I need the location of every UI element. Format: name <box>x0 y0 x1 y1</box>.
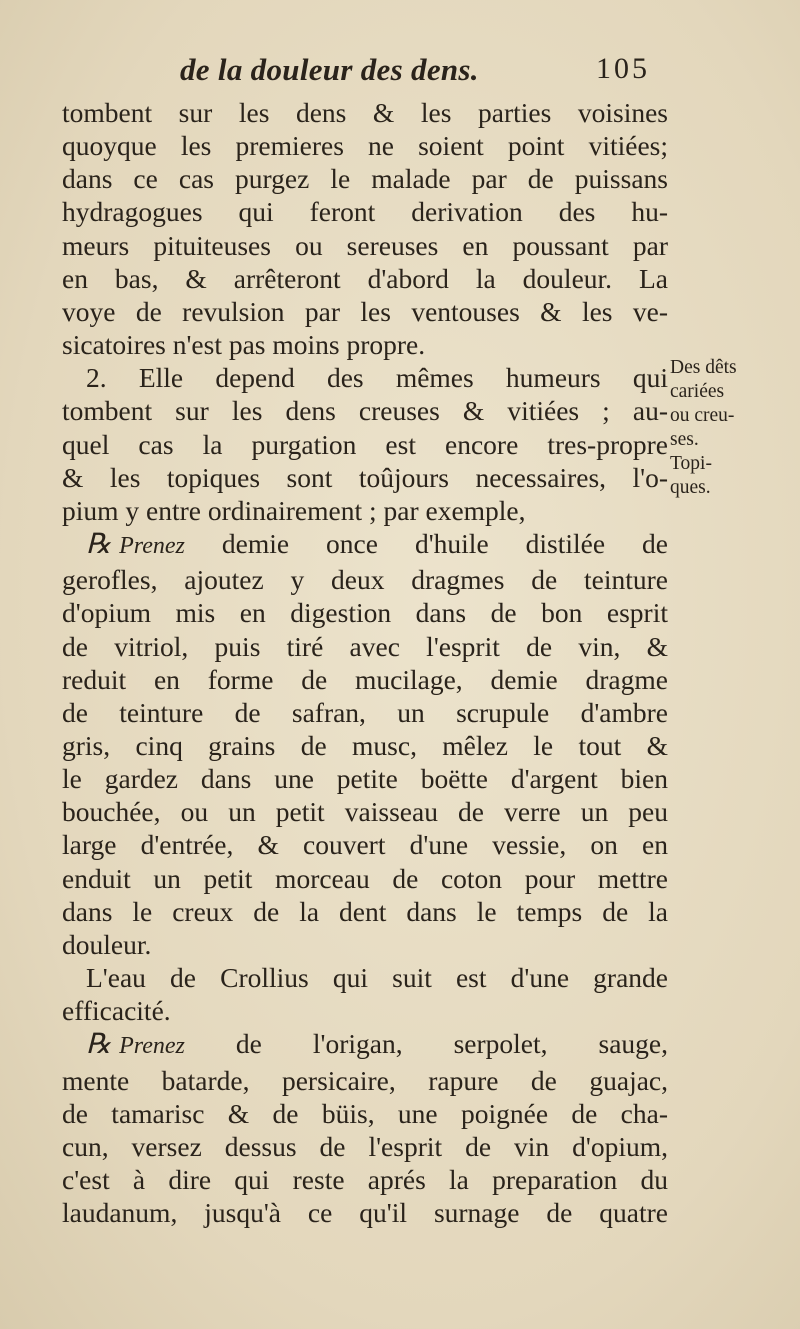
text-line: de tamarisc & de büis, une poignée de cha- <box>62 1097 668 1129</box>
recipe-symbol: ℞ <box>86 1029 112 1061</box>
margin-notes <box>670 356 788 500</box>
text-line: de vitriol, puis tiré avec l'esprit de vin, & <box>62 630 668 662</box>
text-line: 2. Elle depend des mêmes humeurs qui <box>86 362 668 394</box>
text-line: dans ce cas purgez le malade par de puissans <box>62 163 668 195</box>
text-line: L'eau de Crollius qui suit est d'une grande <box>86 962 668 994</box>
text-line: laudanum, jusqu'à ce qu'il surnage de quatre <box>62 1197 668 1229</box>
text-line: d'opium mis en digestion dans de bon esprit <box>62 597 668 629</box>
text-line: de l'origan, serpolet, sauge, <box>235 1028 668 1060</box>
recipe-line <box>62 527 668 563</box>
text-line: reduit en forme de mucilage, demie dragme <box>62 663 668 695</box>
text-line: bouchée, ou un petit vaisseau de verre un peu <box>62 796 668 828</box>
margin-note-line: ses. <box>670 429 699 450</box>
text-line: de teinture de safran, un scrupule d'ambre <box>62 696 668 728</box>
recipe-word: Prenez <box>119 1033 185 1060</box>
margin-note-line: cariées <box>670 381 725 402</box>
page-number: 105 <box>596 52 650 85</box>
text-line: tombent sur les dens & les parties voisines <box>62 97 668 128</box>
text-line: large d'entrée, & couvert d'une vessie, on en <box>62 829 668 861</box>
running-head: de la douleur des dens. <box>180 52 479 87</box>
text-line: efficacité. <box>62 995 171 1027</box>
text-line: en bas, & arrêteront d'abord la douleur. La <box>62 262 668 294</box>
text-line: voye de revulsion par les ventouses & les ve- <box>62 295 668 327</box>
text-line: gris, cinq grains de musc, mêlez le tout & <box>62 729 668 761</box>
main-text <box>62 96 668 1229</box>
recipe-word: Prenez <box>119 533 185 560</box>
text-line: pium y entre ordinairement ; par exemple, <box>62 494 526 526</box>
margin-note-line: ou creu- <box>670 405 735 426</box>
page-header <box>180 52 650 92</box>
text-line: mente batarde, persicaire, rapure de guajac, <box>62 1064 668 1096</box>
text-line: sicatoires n'est pas moins propre. <box>62 329 426 361</box>
text-line: c'est à dire qui reste aprés la preparation du <box>62 1164 668 1195</box>
text-line: tombent sur les dens creuses & vitiées ; au- <box>62 395 668 427</box>
margin-note-line: Des dêts <box>670 357 737 378</box>
text-line: quel cas la purgation est encore tres-propre <box>62 428 668 460</box>
text-line: cun, versez dessus de l'esprit de vin d'opium, <box>62 1130 668 1162</box>
text-line: quoyque les premieres ne soient point vitiées; <box>62 130 668 162</box>
text-line: enduit un petit morceau de coton pour mettre <box>62 862 668 894</box>
text-line: meurs pituiteuses ou sereuses en poussant par <box>62 229 668 261</box>
text-line: & les topiques sont toûjours necessaires, l'o- <box>62 461 668 493</box>
text-line: le gardez dans une petite boëtte d'argent bien <box>62 763 668 795</box>
text-line: demie once d'huile distilée de <box>221 528 669 560</box>
margin-note-line: ques. <box>670 477 711 498</box>
margin-note-line: Topi- <box>670 453 712 474</box>
recipe-symbol: ℞ <box>86 529 112 561</box>
text-line: dans le creux de la dent dans le temps de la <box>62 895 668 927</box>
text-line: hydragogues qui feront derivation des hu- <box>62 196 668 228</box>
text-line: gerofles, ajoutez y deux dragmes de teinture <box>62 564 668 596</box>
recipe-line <box>62 1027 668 1063</box>
text-line: douleur. <box>62 928 152 960</box>
